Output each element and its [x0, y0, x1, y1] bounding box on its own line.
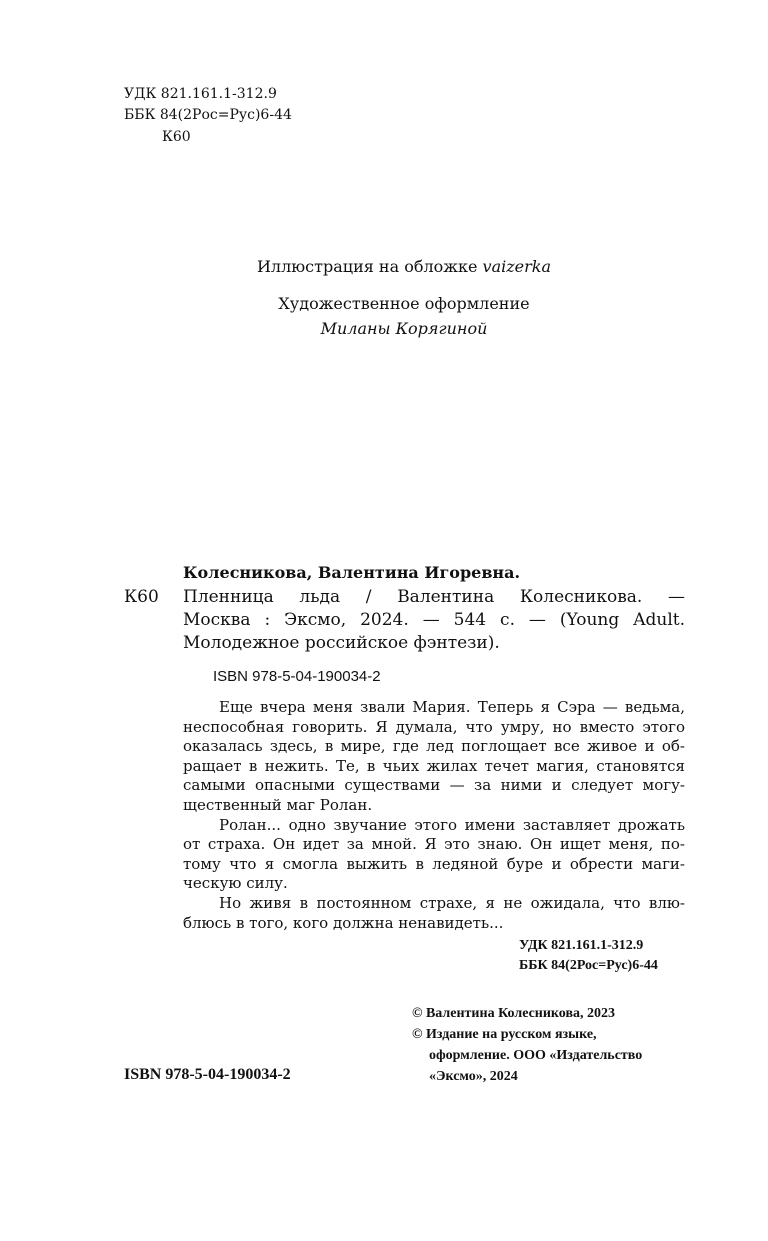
bib-line: Москва : Эксмо, 2024. — 544 с. — (Young Adult.: [183, 610, 685, 630]
annotation-line: тому что я смогла выжить в ледяной буре и обрести маги-: [183, 854, 685, 873]
annotation-line: от страха. Он идет за мной. Я это знаю. Он ищет меня, по-: [183, 835, 685, 854]
copyright-edition-cont: оформление. ООО «Издательство: [429, 1048, 643, 1063]
bib-author-mark: К60: [124, 587, 159, 607]
bib-author: Колесникова, Валентина Игоревна.: [183, 563, 521, 582]
annotation-line: ращает в нежить. Те, в чьих жилах течет магия, становятся: [183, 756, 685, 775]
copyright-edition: © Издание на русском языке,: [412, 1027, 597, 1042]
illustrator-name: vaizerka: [482, 257, 552, 276]
illustration-credit: [0, 256, 768, 278]
bib-line: Пленница льда / Валентина Колесникова. —: [183, 587, 685, 607]
udk-code-top: УДК 821.161.1-312.9: [124, 86, 277, 102]
design-label: Художественное оформление: [278, 294, 530, 313]
bib-line: Молодежное российское фэнтези).: [183, 633, 500, 653]
annotation-line: блюсь в того, кого должна ненавидеть...: [183, 913, 504, 932]
designer-name-text: Миланы Корягиной: [320, 319, 488, 338]
copyright-edition-cont: «Эксмо», 2024: [429, 1069, 518, 1084]
illustration-label: Иллюстрация на обложке: [256, 257, 478, 276]
udk-code-bottom: УДК 821.161.1-312.9: [519, 938, 644, 953]
annotation-line: самыми опасными существами — за ними и следует могу-: [183, 776, 685, 795]
isbn-entry: ISBN 978-5-04-190034-2: [213, 668, 381, 685]
designer-name: [0, 318, 768, 340]
annotation-line: Ролан... одно звучание этого имени заставляет дрожать: [219, 815, 685, 834]
annotation-line: щественный маг Ролан.: [183, 796, 373, 814]
bbk-code-top: ББК 84(2Рос=Рус)6-44: [124, 107, 292, 123]
author-mark-top: К60: [162, 129, 191, 145]
isbn-bottom: ISBN 978-5-04-190034-2: [124, 1066, 291, 1083]
annotation-line: ческую силу.: [183, 874, 288, 893]
annotation-line: неспособная говорить. Я думала, что умру, но вместо этого: [183, 717, 685, 736]
copyright-author: © Валентина Колесникова, 2023: [412, 1006, 616, 1021]
annotation-line: Но живя в постоянном страхе, я не ожидала, что влю-: [219, 894, 685, 912]
annotation-line: Еще вчера меня звали Мария. Теперь я Сэра — ведьма,: [219, 698, 685, 716]
annotation-line: оказалась здесь, в мире, где лед поглощает все живое и об-: [183, 737, 685, 756]
bbk-code-bottom: ББК 84(2Рос=Рус)6-44: [519, 958, 658, 973]
